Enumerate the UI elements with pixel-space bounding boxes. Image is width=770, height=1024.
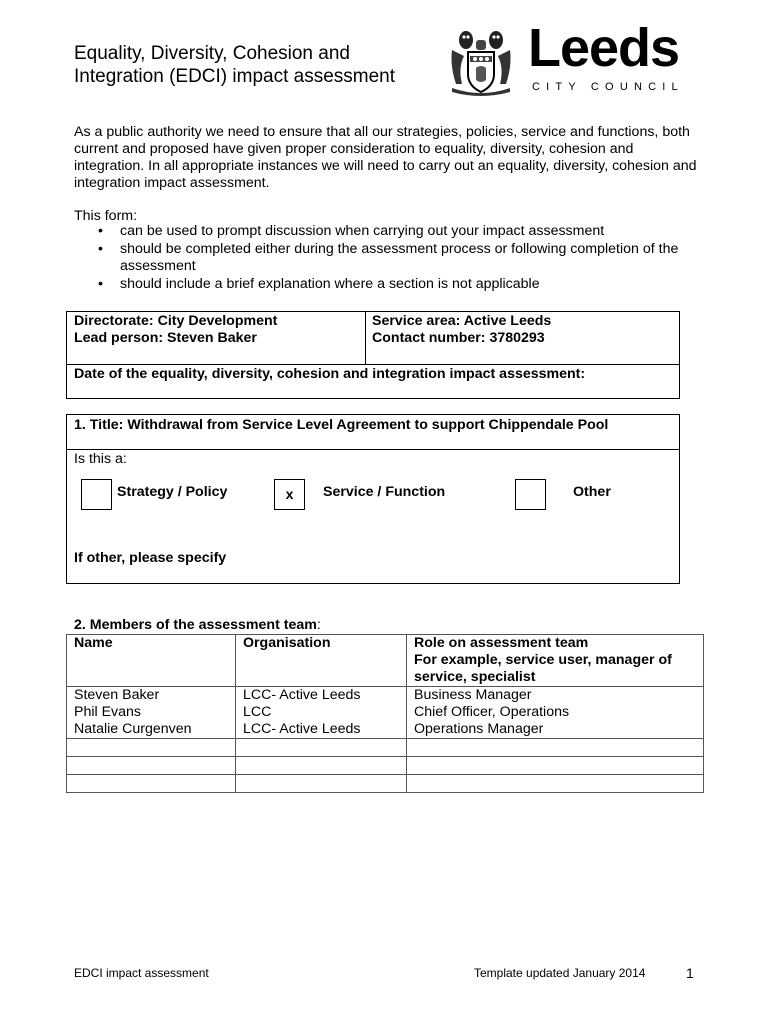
page-number: 1	[686, 965, 694, 981]
column-header-name: Name	[67, 635, 236, 687]
details-table	[66, 311, 680, 399]
section-2-heading-text: 2. Members of the assessment team	[74, 617, 317, 633]
list-item: • can be used to prompt discussion when carrying out your impact assessment	[120, 223, 710, 240]
list-item: • should include a brief explanation where a section is not applicable	[120, 276, 710, 293]
section-1-title: 1. Title: Withdrawal from Service Level Agreement to support Chippendale Pool	[74, 417, 609, 433]
empty-cell[interactable]	[407, 757, 704, 775]
assessment-date-field: Date of the equality, diversity, cohesion and integration impact assessment:	[74, 366, 586, 382]
section-2-heading	[74, 617, 321, 634]
page-title	[74, 42, 395, 88]
table-row	[67, 721, 704, 739]
title-line-2: Integration (EDCI) impact assessment	[74, 66, 396, 87]
form-usage-list	[74, 223, 710, 294]
empty-cell[interactable]	[236, 757, 407, 775]
role-header-line2: For example, service user, manager of service, specialist	[414, 652, 672, 685]
table-header-row	[67, 635, 704, 687]
member-organisation: LCC	[236, 704, 407, 721]
member-organisation: LCC- Active Leeds	[236, 687, 407, 705]
service-function-label: Service / Function	[323, 484, 446, 500]
section-1-type-box	[66, 449, 680, 584]
strategy-policy-checkbox[interactable]	[81, 479, 112, 510]
lead-person-field: Lead person: Steven Baker	[74, 330, 257, 346]
other-label: Other	[573, 484, 611, 500]
logo-subtext: CITY COUNCIL	[532, 81, 684, 93]
empty-cell[interactable]	[67, 739, 236, 757]
empty-cell[interactable]	[407, 775, 704, 793]
service-function-checkbox[interactable]: x	[274, 479, 305, 510]
table-row	[67, 775, 704, 793]
empty-cell[interactable]	[67, 757, 236, 775]
assessment-team-table	[66, 634, 704, 793]
footer-right: Template updated January 2014	[474, 966, 646, 980]
logo-wordmark: Leeds	[528, 18, 680, 78]
column-header-role	[407, 635, 704, 687]
contact-number-field: Contact number: 3780293	[372, 330, 545, 346]
strategy-policy-label: Strategy / Policy	[117, 484, 228, 500]
member-role: Business Manager	[407, 687, 704, 705]
empty-cell[interactable]	[236, 775, 407, 793]
column-header-organisation: Organisation	[236, 635, 407, 687]
other-specify-label: If other, please specify	[74, 550, 227, 566]
other-checkbox[interactable]	[515, 479, 546, 510]
member-role: Chief Officer, Operations	[407, 704, 704, 721]
section-2-heading-colon: :	[316, 617, 321, 633]
table-row	[67, 739, 704, 757]
member-role: Operations Manager	[407, 721, 704, 739]
service-area-field: Service area: Active Leeds	[372, 313, 552, 329]
member-organisation: LCC- Active Leeds	[236, 721, 407, 739]
role-header-line1: Role on assessment team	[414, 635, 589, 651]
member-name: Natalie Curgenven	[67, 721, 236, 739]
section-1-title-box	[66, 414, 680, 450]
form-label: This form:	[74, 208, 138, 224]
leeds-city-council-logo	[448, 18, 693, 98]
directorate-field: Directorate: City Development	[74, 313, 278, 329]
is-this-a-label: Is this a:	[74, 451, 127, 467]
member-name: Steven Baker	[67, 687, 236, 705]
empty-cell[interactable]	[407, 739, 704, 757]
table-row	[67, 757, 704, 775]
intro-paragraph: As a public authority we need to ensure that all our strategies, policies, service and functions, both current and proposed have given proper consideration to equality, diversity, cohesion and integration. In all appropriate instances we will need to carry out an equality, diversity, cohesion and integration impact assessment.	[74, 124, 697, 191]
table-row	[67, 687, 704, 705]
title-line-1: Equality, Diversity, Cohesion and	[74, 43, 350, 64]
footer-left: EDCI impact assessment	[74, 966, 209, 980]
member-name: Phil Evans	[67, 704, 236, 721]
empty-cell[interactable]	[67, 775, 236, 793]
table-row	[67, 704, 704, 721]
empty-cell[interactable]	[236, 739, 407, 757]
list-item: • should be completed either during the assessment process or following completion of the assessment	[120, 241, 710, 275]
